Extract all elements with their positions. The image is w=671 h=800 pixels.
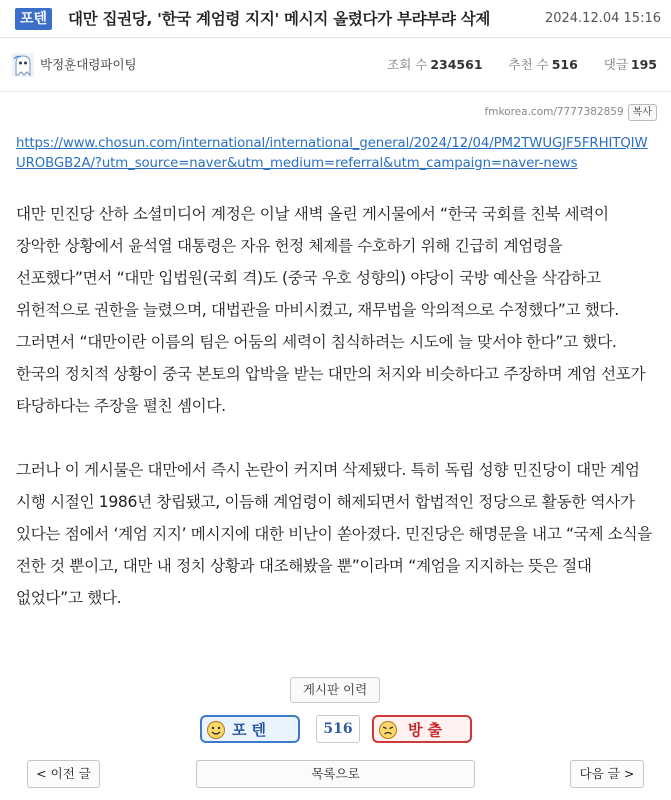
board-history-button[interactable]: 게시판 이력 bbox=[290, 677, 380, 703]
downvote-button[interactable] bbox=[372, 715, 472, 743]
post-title: 대만 집권당, '한국 계엄령 지지' 메시지 올렸다가 부랴부랴 삭제 bbox=[68, 10, 491, 28]
grumpy-face-icon bbox=[378, 720, 398, 740]
copy-link-button[interactable]: 복사 bbox=[628, 104, 657, 121]
downvote-label: 방출 bbox=[408, 721, 447, 739]
previous-post-button[interactable]: < 이전 글 bbox=[27, 760, 100, 788]
article-paragraph-2: 그러나 이 게시물은 대만에서 즉시 논란이 커지며 삭제됐다. 특히 독립 성향 민진당이 대만 계엄 시행 시절인 1986년 창립됐고, 이듬해 계엄령이 해제되면서 합법적인 정당으로 활동한 역사가 있다는 점에서 ‘계엄 지지’ 메시지에 대한 비난이 쏟아졌다. 민진당은 해명문을 내고 “국제 소식을 전한 것 뿐이고, 대만 내 정치 상황과 대조해봤을 뿐”이라며 “계엄을 지지하는 뜻은 절대 없었다”고 했다. bbox=[16, 461, 652, 607]
category-badge[interactable]: 포텐 bbox=[15, 8, 52, 30]
back-to-list-button[interactable]: 목록으로 bbox=[196, 760, 475, 788]
likes-label: 추천 수 bbox=[508, 57, 549, 72]
post-date: 2024.12.04 15:16 bbox=[544, 11, 661, 26]
article-paragraph-1: 대만 민진당 산하 소셜미디어 계정은 이날 새벽 올린 게시물에서 “한국 국회를 친북 세력이 장악한 상황에서 윤석열 대통령은 자유 헌정 체제를 수호하기 위해 긴급히 계엄령을 선포했다”면서 “대만 입법원(국회 격)도 (중국 우호 성향의) 야당이 국방 예산을 삭감하고 위헌적으로 권한을 늘렸으며, 대법관을 마비시켰고, 재무법을 악의적으로 수정했다”고 했다. 그러면서 “대만이란 이름의 팀은 어둠의 세력이 침식하려는 시도에 늘 맞서야 한다”고 했다. 한국의 정치적 상황이 중국 본토의 압박을 받는 대만의 처지와 비슷하다고 주장하며 계엄 선포가 타당하다는 주장을 펼친 셈이다. bbox=[16, 205, 646, 415]
avatar-icon[interactable] bbox=[12, 53, 34, 77]
post-header bbox=[0, 0, 671, 38]
next-post-button[interactable]: 다음 글 > bbox=[570, 760, 644, 788]
views-label: 조회 수 bbox=[387, 57, 428, 72]
vote-count: 516 bbox=[316, 715, 360, 743]
post-meta bbox=[0, 38, 671, 92]
post-stats bbox=[387, 56, 657, 74]
views-count: 234561 bbox=[430, 57, 483, 72]
permalink-url: fmkorea.com/7777382859 bbox=[484, 106, 624, 118]
post-permalink bbox=[485, 104, 657, 121]
likes-count: 516 bbox=[551, 57, 578, 72]
comments-label: 댓글 bbox=[603, 57, 628, 72]
smiley-face-icon bbox=[206, 720, 226, 740]
author-name[interactable]: 박정훈대령파이팅 bbox=[40, 57, 137, 72]
article-source-link[interactable]: https://www.chosun.com/international/international_general/2024/12/04/PM2TWUGJF5FRHITQIWUROBGB2A/?utm_source=naver&utm_medium=referral&utm_campaign=naver-news bbox=[16, 136, 648, 171]
upvote-button[interactable] bbox=[200, 715, 300, 743]
comments-count[interactable]: 195 bbox=[630, 57, 657, 72]
upvote-label: 포텐 bbox=[232, 721, 271, 739]
